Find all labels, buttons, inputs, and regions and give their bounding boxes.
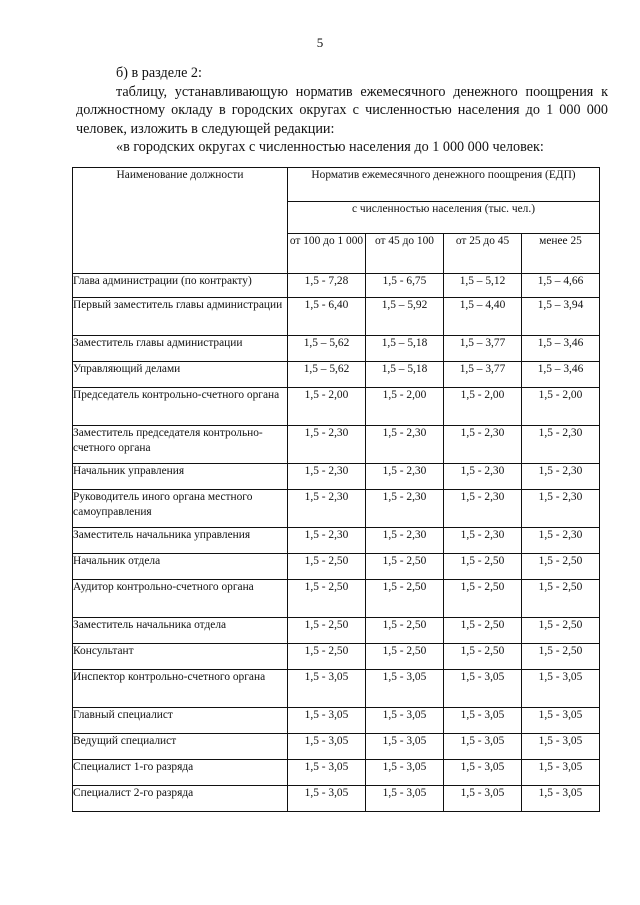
norm-value-cell: 1,5 - 2,30 (366, 528, 444, 554)
norm-value-cell: 1,5 – 5,92 (366, 298, 444, 336)
table-row (73, 426, 600, 464)
norm-value-cell: 1,5 - 2,50 (444, 644, 522, 670)
norm-value-cell: 1,5 - 2,30 (444, 464, 522, 490)
header-range-4: менее 25 (522, 234, 600, 274)
norm-value-cell: 1,5 - 2,30 (522, 426, 600, 464)
norm-value-cell: 1,5 - 3,05 (444, 670, 522, 708)
norm-value-cell: 1,5 - 2,30 (288, 464, 366, 490)
norm-value-cell: 1,5 - 2,30 (366, 464, 444, 490)
norm-value-cell: 1,5 - 6,40 (288, 298, 366, 336)
norm-value-cell: 1,5 - 2,50 (288, 580, 366, 618)
table-row (73, 528, 600, 554)
norm-value-cell: 1,5 – 5,18 (366, 336, 444, 362)
norm-value-cell: 1,5 - 3,05 (288, 786, 366, 812)
table-row (73, 708, 600, 734)
norm-value-cell: 1,5 - 2,30 (288, 426, 366, 464)
table-row (73, 760, 600, 786)
norm-value-cell: 1,5 - 3,05 (366, 786, 444, 812)
position-name-cell: Начальник отдела (73, 554, 288, 580)
norm-value-cell: 1,5 - 2,30 (288, 490, 366, 528)
norm-value-cell: 1,5 - 3,05 (444, 760, 522, 786)
position-name-cell: Заместитель главы администрации (73, 336, 288, 362)
table-row (73, 618, 600, 644)
norm-value-cell: 1,5 - 2,00 (366, 388, 444, 426)
norm-value-cell: 1,5 - 6,75 (366, 274, 444, 298)
norm-value-cell: 1,5 - 2,30 (366, 426, 444, 464)
norm-value-cell: 1,5 - 3,05 (444, 734, 522, 760)
table-row (73, 786, 600, 812)
position-name-cell: Инспектор контрольно-счетного органа (73, 670, 288, 708)
norm-value-cell: 1,5 - 2,50 (288, 618, 366, 644)
table-row (73, 490, 600, 528)
norm-value-cell: 1,5 - 3,05 (288, 734, 366, 760)
table-row (73, 274, 600, 298)
norm-value-cell: 1,5 - 3,05 (288, 670, 366, 708)
bonus-norms-table (72, 167, 600, 812)
norm-value-cell: 1,5 - 2,30 (522, 528, 600, 554)
position-name-cell: Ведущий специалист (73, 734, 288, 760)
norm-value-cell: 1,5 - 2,30 (366, 490, 444, 528)
position-name-cell: Специалист 2-го разряда (73, 786, 288, 812)
position-name-cell: Начальник управления (73, 464, 288, 490)
position-name-cell: Заместитель начальника управления (73, 528, 288, 554)
header-norm: Норматив ежемесячного денежного поощрения (ЕДП) (288, 168, 600, 202)
norm-value-cell: 1,5 - 3,05 (522, 734, 600, 760)
table-row (73, 464, 600, 490)
table-row (73, 670, 600, 708)
table-row (73, 554, 600, 580)
norm-value-cell: 1,5 – 3,46 (522, 362, 600, 388)
norm-value-cell: 1,5 - 3,05 (366, 708, 444, 734)
norm-value-cell: 1,5 - 3,05 (366, 734, 444, 760)
header-range-2: от 45 до 100 (366, 234, 444, 274)
norm-value-cell: 1,5 - 3,05 (522, 708, 600, 734)
norm-value-cell: 1,5 – 5,18 (366, 362, 444, 388)
header-position-name: Наименование должности (73, 168, 288, 274)
intro-line-section: б) в разделе 2: (116, 65, 202, 81)
norm-value-cell: 1,5 - 2,30 (522, 464, 600, 490)
norm-value-cell: 1,5 - 2,50 (522, 554, 600, 580)
norm-value-cell: 1,5 - 3,05 (288, 760, 366, 786)
norm-value-cell: 1,5 - 3,05 (444, 786, 522, 812)
norm-value-cell: 1,5 - 2,30 (444, 490, 522, 528)
norm-value-cell: 1,5 - 2,50 (366, 580, 444, 618)
norm-value-cell: 1,5 - 7,28 (288, 274, 366, 298)
header-population: с численностью населения (тыс. чел.) (288, 202, 600, 234)
norm-value-cell: 1,5 - 3,05 (288, 708, 366, 734)
table-row (73, 644, 600, 670)
table-row (73, 298, 600, 336)
norm-value-cell: 1,5 - 2,50 (522, 618, 600, 644)
intro-text (76, 64, 608, 157)
norm-value-cell: 1,5 – 4,66 (522, 274, 600, 298)
norm-value-cell: 1,5 - 2,00 (444, 388, 522, 426)
norm-value-cell: 1,5 - 2,30 (288, 528, 366, 554)
norm-value-cell: 1,5 - 3,05 (444, 708, 522, 734)
norm-value-cell: 1,5 – 3,77 (444, 362, 522, 388)
norm-value-cell: 1,5 - 2,50 (288, 554, 366, 580)
norm-value-cell: 1,5 - 2,50 (444, 580, 522, 618)
norm-value-cell: 1,5 - 3,05 (522, 760, 600, 786)
intro-line-instruction: таблицу, устанавливающую норматив ежемесячного денежного поощрения к должностному окладу в городских округах с численностью населения до 1 000 000 человек, изложить в следующей редакции: (76, 83, 608, 137)
norm-value-cell: 1,5 - 2,50 (366, 644, 444, 670)
position-name-cell: Консультант (73, 644, 288, 670)
norm-value-cell: 1,5 - 2,50 (522, 644, 600, 670)
norm-value-cell: 1,5 – 3,46 (522, 336, 600, 362)
norm-value-cell: 1,5 – 3,94 (522, 298, 600, 336)
header-range-1: от 100 до 1 000 (288, 234, 366, 274)
page-number: 5 (316, 35, 324, 50)
norm-value-cell: 1,5 - 2,30 (522, 490, 600, 528)
norm-value-cell: 1,5 - 2,00 (522, 388, 600, 426)
table-row (73, 336, 600, 362)
norm-value-cell: 1,5 - 2,50 (366, 618, 444, 644)
norm-value-cell: 1,5 - 3,05 (366, 670, 444, 708)
position-name-cell: Управляющий делами (73, 362, 288, 388)
norm-value-cell: 1,5 - 2,50 (288, 644, 366, 670)
table-row (73, 388, 600, 426)
table-row (73, 580, 600, 618)
position-name-cell: Первый заместитель главы администрации (73, 298, 288, 336)
table-header (73, 168, 600, 274)
norm-value-cell: 1,5 - 2,50 (522, 580, 600, 618)
norm-value-cell: 1,5 - 2,00 (288, 388, 366, 426)
norm-value-cell: 1,5 - 2,30 (444, 426, 522, 464)
norm-value-cell: 1,5 - 2,50 (444, 554, 522, 580)
position-name-cell: Глава администрации (по контракту) (73, 274, 288, 298)
table-row (73, 734, 600, 760)
header-range-3: от 25 до 45 (444, 234, 522, 274)
position-name-cell: Заместитель начальника отдела (73, 618, 288, 644)
table-row (73, 362, 600, 388)
norm-value-cell: 1,5 – 5,62 (288, 336, 366, 362)
norm-value-cell: 1,5 – 5,12 (444, 274, 522, 298)
position-name-cell: Руководитель иного органа местного самоуправления (73, 490, 288, 528)
intro-line-quote: «в городских округах с численностью населения до 1 000 000 человек: (116, 139, 544, 155)
position-name-cell: Председатель контрольно-счетного органа (73, 388, 288, 426)
norm-value-cell: 1,5 – 4,40 (444, 298, 522, 336)
norm-value-cell: 1,5 - 2,50 (366, 554, 444, 580)
position-name-cell: Специалист 1-го разряда (73, 760, 288, 786)
norm-value-cell: 1,5 - 3,05 (366, 760, 444, 786)
position-name-cell: Главный специалист (73, 708, 288, 734)
table-body (73, 274, 600, 812)
norm-value-cell: 1,5 - 3,05 (522, 670, 600, 708)
norm-value-cell: 1,5 - 2,50 (444, 618, 522, 644)
norm-value-cell: 1,5 - 2,30 (444, 528, 522, 554)
position-name-cell: Заместитель председателя контрольно-счетного органа (73, 426, 288, 464)
norm-value-cell: 1,5 – 5,62 (288, 362, 366, 388)
norm-value-cell: 1,5 - 3,05 (522, 786, 600, 812)
position-name-cell: Аудитор контрольно-счетного органа (73, 580, 288, 618)
norm-value-cell: 1,5 – 3,77 (444, 336, 522, 362)
